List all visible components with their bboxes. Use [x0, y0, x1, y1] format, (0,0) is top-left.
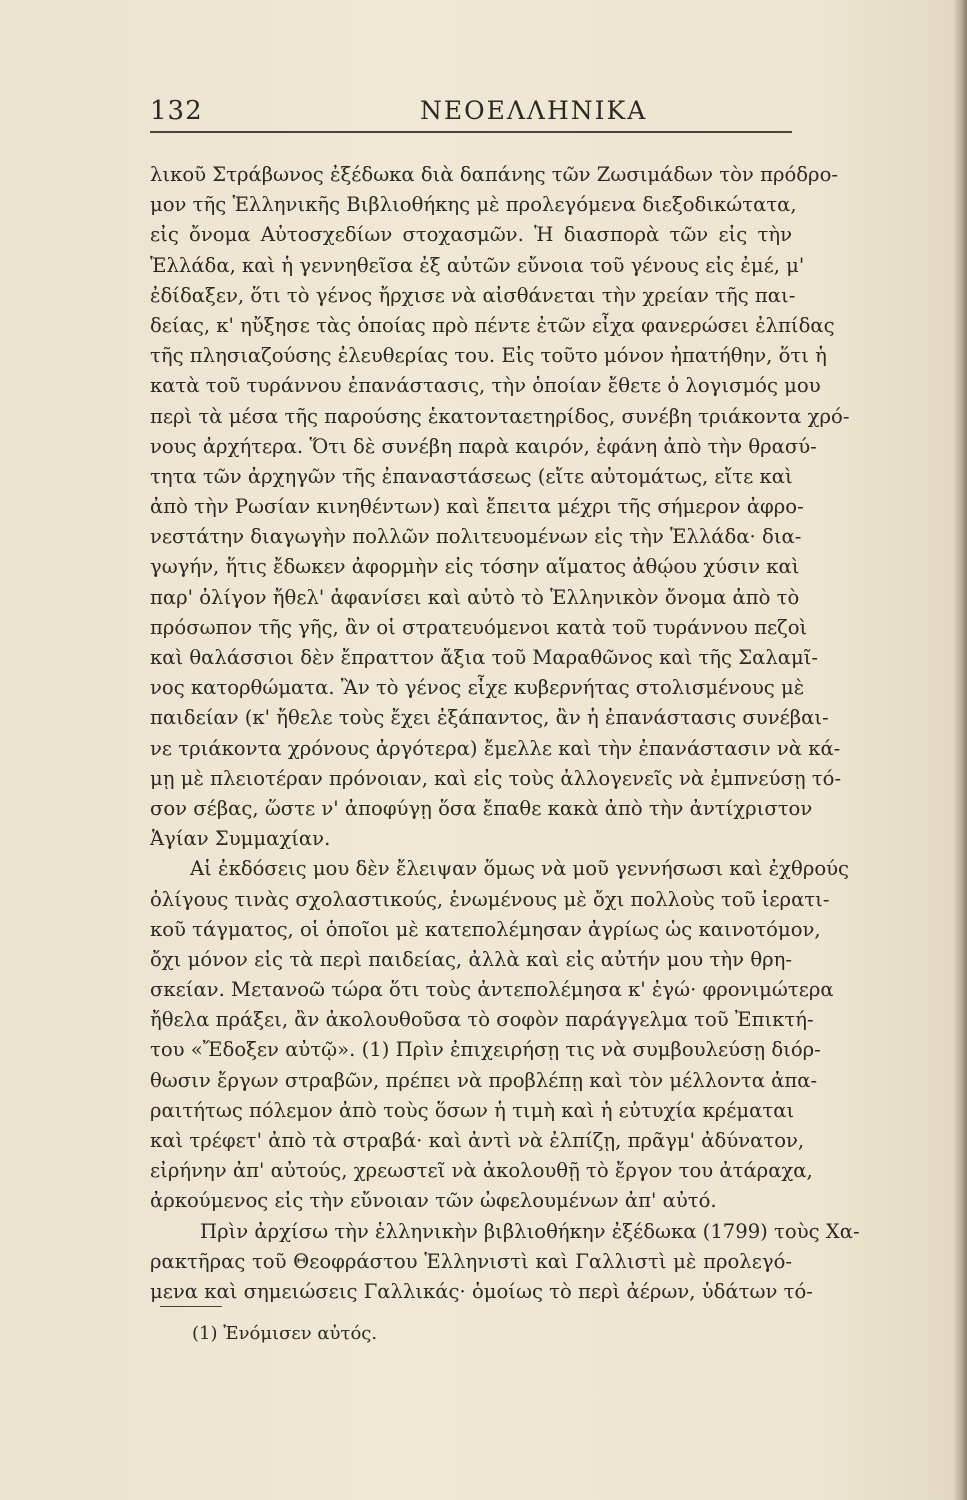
text-line: σκείαν. Μετανοῶ τώρα ὅτι τοὺς ἀντεπολέμησα κ' ἐγώ· φρονιμώτερα	[150, 978, 834, 1002]
running-title: ΝΕΟΕΛΛΗΝΙΚΑ	[420, 96, 648, 125]
page-header	[150, 96, 770, 136]
paragraph-start-line: Αἱ ἐκδόσεις μου δὲν ἔλειψαν ὅμως νὰ μοῦ γεννήσωσι καὶ ἐχθρούς	[190, 857, 850, 881]
text-line: ὀλίγους τινὰς σχολαστικούς, ἑνωμένους μὲ ὄχι πολλοὺς τοῦ ἱερατι-	[150, 887, 830, 911]
text-line: μον τῆς Ἑλληνικῆς Βιβλιοθήκης μὲ προλεγόμενα διεξοδικώτατα,	[150, 193, 797, 217]
footnote: (1) Ἐνόμισεν αὐτός.	[192, 1323, 378, 1344]
body-text	[150, 160, 860, 1307]
text-line: νος κατορθώματα. Ἂν τὸ γένος εἶχε κυβερνήτας στολισμένους μὲ	[150, 676, 805, 700]
text-line: καὶ θαλάσσιοι δὲν ἔπραττον ἄξια τοῦ Μαραθῶνος καὶ τῆς Σαλαμῖ-	[150, 646, 819, 669]
text-line: ρακτῆρας τοῦ Θεοφράστου Ἑλληνιστὶ καὶ Γαλλιστὶ μὲ προλεγό-	[150, 1249, 792, 1273]
text-line: παιδείαν (κ' ἤθελε τοὺς ἔχει ἐξάπαντος, ἂν ἡ ἐπανάστασις συνέβαι-	[150, 706, 829, 730]
text-line: κατὰ τοῦ τυράννου ἐπανάστασις, τὴν ὁποίαν ἔθετε ὁ λογισμός μου	[150, 374, 821, 398]
text-line: λικοῦ Στράβωνος ἐξέδωκα διὰ δαπάνης τῶν Ζωσιμάδων τὸν πρόδρο-	[150, 163, 838, 186]
text-line: Ἑλλάδα, καὶ ἡ γεννηθεῖσα ἐξ αὐτῶν εὔνοια τοῦ γένους εἰς ἐμέ, μ'	[150, 253, 805, 277]
text-line: σον σέβας, ὥστε ν' ἀποφύγῃ ὅσα ἔπαθε κακὰ ἀπὸ τὴν ἀντίχριστον	[150, 796, 813, 820]
paragraph-end-line: Ἁγίαν Συμμαχίαν.	[150, 827, 331, 851]
header-rule	[150, 131, 792, 133]
text-line: νε τριάκοντα χρόνους ἀργότερα) ἔμελλε καὶ τὴν ἐπανάστασιν νὰ κά-	[150, 736, 841, 760]
text-line: ἤθελα πράξει, ἂν ἀκολουθοῦσα τὸ σοφὸν παράγγελμα τοῦ Ἐπικτή-	[150, 1008, 814, 1032]
text-line: του «Ἔδοξεν αὐτῷ». (1) Πρὶν ἐπιχειρήσῃ τις νὰ συμβουλεύσῃ διόρ-	[150, 1038, 821, 1062]
text-line: περὶ τὰ μέσα τῆς παρούσης ἑκατονταετηρίδος, συνέβη τριάκοντα χρό-	[150, 404, 850, 428]
text-line: καὶ τρέφετ' ἀπὸ τὰ στραβά· καὶ ἀντὶ νὰ ἐλπίζῃ, πρᾶγμ' ἀδύνατον,	[150, 1129, 805, 1152]
text-line: ἐδίδαξεν, ὅτι τὸ γένος ἤρχισε νὰ αἰσθάνεται τὴν χρείαν τῆς παι-	[150, 283, 796, 307]
text-line: θωσιν ἔργων στραβῶν, πρέπει νὰ προβλέπῃ καὶ τὸν μέλλοντα ἀπα-	[150, 1068, 818, 1092]
text-line: τητα τῶν ἀρχηγῶν τῆς ἐπαναστάσεως (εἴτε αὐτομάτως, εἴτε καὶ	[150, 464, 793, 488]
text-line: ἀπὸ τὴν Ρωσίαν κινηθέντων) καὶ ἔπειτα μέχρι τῆς σήμερον ἀφρο-	[150, 495, 804, 519]
text-line: δείας, κ' ηὔξησε τὰς ὁποίας πρὸ πέντε ἐτῶν εἶχα φανερώσει ἐλπίδας	[150, 313, 835, 337]
text-line: μενα καὶ σημειώσεις Γαλλικάς· ὁμοίως τὸ περὶ ἀέρων, ὑδάτων τό-	[150, 1279, 813, 1303]
paragraph-start-line: Πρὶν ἀρχίσω τὴν ἑλληνικὴν βιβλιοθήκην ἐξέδωκα (1799) τοὺς Χα-	[200, 1219, 860, 1243]
text-line: νεστάτην διαγωγὴν πολλῶν πολιτευομένων εἰς τὴν Ἑλλάδα· δια-	[150, 525, 802, 549]
paragraph-end-line: ἀρκούμενος εἰς τὴν εὔνοιαν τῶν ὠφελουμένων ἀπ' αὐτό.	[150, 1189, 717, 1213]
text-line: εἰρήνην ἀπ' αὐτούς, χρεωστεῖ νὰ ἀκολουθῇ τὸ ἔργον του ἀτάραχα,	[150, 1159, 813, 1183]
page-number: 132	[150, 96, 203, 126]
text-line: νους ἀρχήτερα. Ὅτι δὲ συνέβη παρὰ καιρόν, ἐφάνη ἀπὸ τὴν θρασύ-	[150, 434, 817, 458]
text-line: ὄχι μόνον εἰς τὰ περὶ παιδείας, ἀλλὰ καὶ εἰς αὐτήν μου τὴν θρη-	[150, 947, 792, 971]
footnote-rule	[160, 1306, 222, 1307]
text-line: κοῦ τάγματος, οἱ ὁποῖοι μὲ κατεπολέμησαν ἀγρίως ὡς καινοτόμον,	[150, 917, 821, 941]
text-line: παρ' ὀλίγον ἤθελ' ἀφανίσει καὶ αὐτὸ τὸ Ἑλληνικὸν ὄνομα ἀπὸ τὸ	[150, 585, 800, 609]
text-line: γωγήν, ἥτις ἔδωκεν ἀφορμὴν εἰς τόσην αἵματος ἀθῴου χύσιν καὶ	[150, 555, 800, 579]
page-edge-shadow	[953, 0, 967, 1500]
text-line: μῃ μὲ πλειοτέραν πρόνοιαν, καὶ εἰς τοὺς ἀλλογενεῖς νὰ ἐμπνεύσῃ τό-	[150, 766, 842, 790]
text-line: πρόσωπον τῆς γῆς, ἂν οἱ στρατευόμενοι κατὰ τοῦ τυράννου πεζοὶ	[150, 615, 808, 639]
text-line: εἰς ὄνομα Αὐτοσχεδίων στοχασμῶν. Ἡ διασπορὰ τῶν εἰς τὴν	[150, 223, 792, 247]
text-line: ραιτήτως πόλεμον ἀπὸ τοὺς ὅσων ἡ τιμὴ καὶ ἡ εὐτυχία κρέμαται	[150, 1098, 795, 1122]
text-line: τῆς πλησιαζούσης ἐλευθερίας του. Εἰς τοῦτο μόνον ἠπατήθην, ὅτι ἡ	[150, 344, 827, 368]
